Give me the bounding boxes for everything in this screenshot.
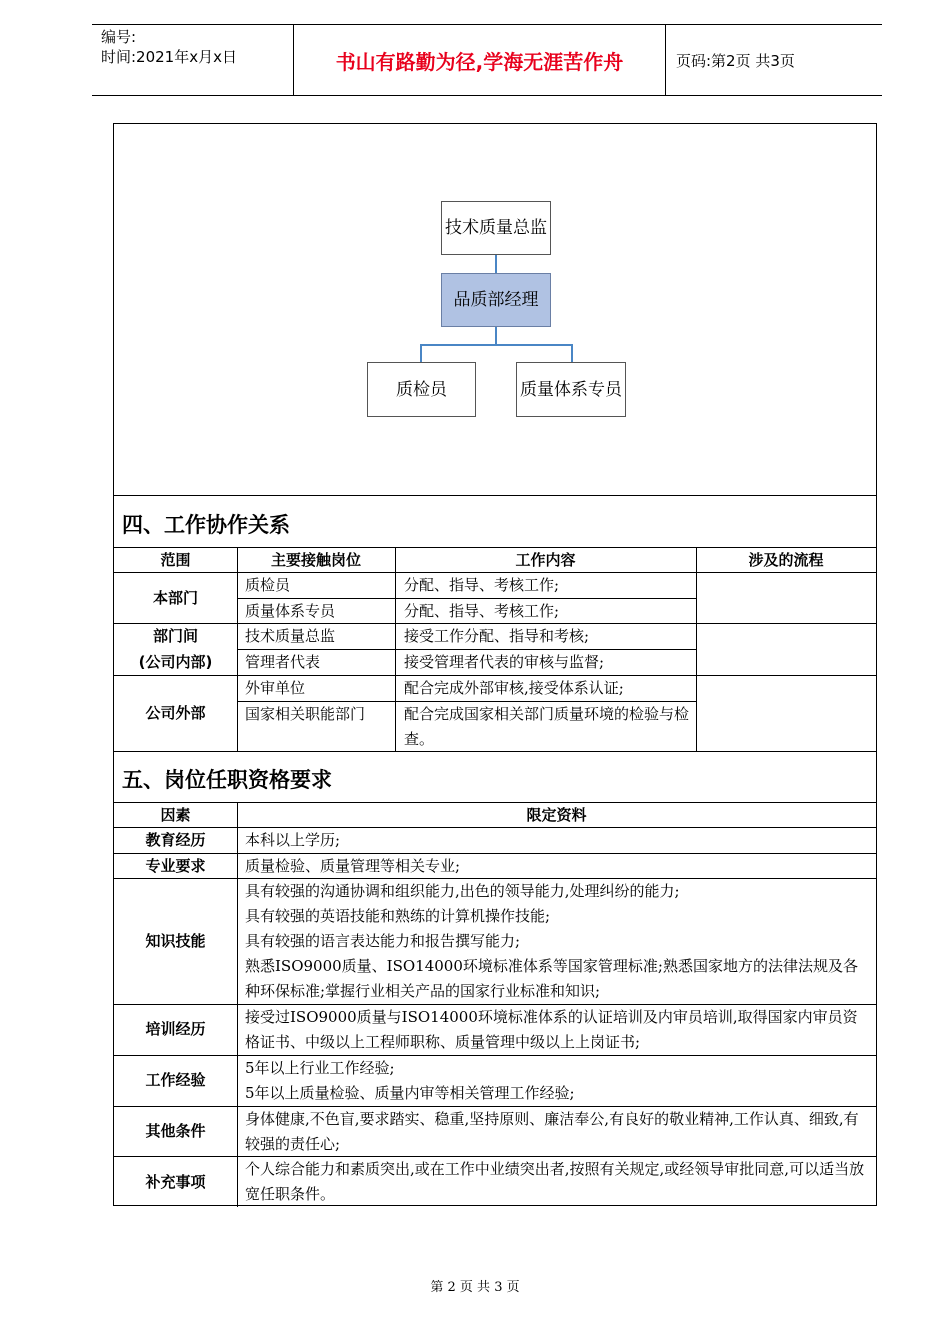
factor-cell: 知识技能 <box>145 932 206 950</box>
column-header: 因素 <box>160 806 191 824</box>
header-motto: 书山有路勤为径,学海无涯苦作舟 <box>294 25 666 95</box>
date-label: 时间:2021年x月x日 <box>101 48 237 66</box>
content-cell: 接受工作分配、指导和考核; <box>404 627 590 645</box>
position-cell: 管理者代表 <box>245 653 321 671</box>
factor-cell: 其他条件 <box>145 1122 206 1140</box>
scope-cell: 本部门 <box>152 589 198 607</box>
position-cell: 质检员 <box>245 576 291 594</box>
requirement-cell: 质量检验、质量管理等相关专业; <box>245 857 461 875</box>
scope-cell: 公司外部 <box>145 704 206 722</box>
org-connector <box>420 344 573 346</box>
content-cell: 接受管理者代表的审核与监督; <box>404 653 605 671</box>
requirement-cell: 本科以上学历; <box>245 831 341 849</box>
column-header: 限定资料 <box>526 806 587 824</box>
factor-cell: 补充事项 <box>145 1173 206 1191</box>
requirement-line: 熟悉ISO9000质量、ISO14000环境标准体系等国家管理标准;熟悉国家地方的法律法规及各种环保标准;掌握行业相关产品的国家行业标准和知识; <box>245 957 858 1000</box>
column-header: 工作内容 <box>515 551 576 569</box>
scope-cell: 部门间 <box>152 627 198 645</box>
content-cell: 分配、指导、考核工作; <box>404 576 560 594</box>
org-connector <box>420 344 422 362</box>
requirement-line: 5年以上质量检验、质量内审等相关管理工作经验; <box>245 1084 575 1102</box>
header-page-label: 页码:第2页 共3页 <box>676 51 795 70</box>
requirement-line: 具有较强的语言表达能力和报告撰写能力; <box>245 932 521 950</box>
org-connector <box>571 344 573 362</box>
scope-cell-sub: (公司内部) <box>138 653 213 671</box>
requirement-cell: 个人综合能力和素质突出,或在工作中业绩突出者,按照有关规定,或经领导审批同意,可以适当放宽任职条件。 <box>245 1160 865 1203</box>
section-title: 四、工作协作关系 <box>122 513 290 537</box>
factor-cell: 专业要求 <box>145 857 206 875</box>
factor-cell: 教育经历 <box>145 831 206 849</box>
org-box-left: 质检员 <box>367 362 476 417</box>
position-cell: 国家相关职能部门 <box>245 705 366 723</box>
content-cell: 分配、指导、考核工作; <box>404 602 560 620</box>
org-connector <box>495 255 497 273</box>
requirement-line: 5年以上行业工作经验; <box>245 1059 395 1077</box>
org-box-top: 技术质量总监 <box>441 201 551 255</box>
requirement-line: 具有较强的英语技能和熟练的计算机操作技能; <box>245 907 551 925</box>
column-header: 主要接触岗位 <box>270 551 361 569</box>
requirement-line: 具有较强的沟通协调和组织能力,出色的领导能力,处理纠纷的能力; <box>245 882 680 900</box>
org-connector <box>495 327 497 345</box>
number-label: 编号: <box>101 28 137 46</box>
org-box-middle: 品质部经理 <box>441 273 551 327</box>
content-cell: 配合完成国家相关部门质量环境的检验与检查。 <box>404 705 690 748</box>
factor-cell: 工作经验 <box>145 1071 206 1089</box>
section-title: 五、岗位任职资格要求 <box>122 768 332 792</box>
position-cell: 外审单位 <box>245 679 306 697</box>
position-cell: 质量体系专员 <box>245 602 336 620</box>
document-table <box>113 123 877 1206</box>
org-box-right: 质量体系专员 <box>516 362 626 417</box>
column-header: 范围 <box>160 551 191 569</box>
page-footer: 第 2 页 共 3 页 <box>430 1280 520 1295</box>
content-cell: 配合完成外部审核,接受体系认证; <box>404 679 624 697</box>
column-header: 涉及的流程 <box>748 551 824 569</box>
page-header <box>92 24 882 96</box>
requirement-cell: 身体健康,不色盲,要求踏实、稳重,坚持原则、廉洁奉公,有良好的敬业精神,工作认真、细致,有较强的责任心; <box>245 1110 859 1153</box>
requirement-cell: 接受过ISO9000质量与ISO14000环境标准体系的认证培训及内审员培训,取得国家内审员资格证书、中级以上工程师职称、质量管理中级以上上岗证书; <box>245 1008 858 1051</box>
factor-cell: 培训经历 <box>145 1020 206 1038</box>
header-meta <box>92 25 294 95</box>
position-cell: 技术质量总监 <box>245 627 336 645</box>
